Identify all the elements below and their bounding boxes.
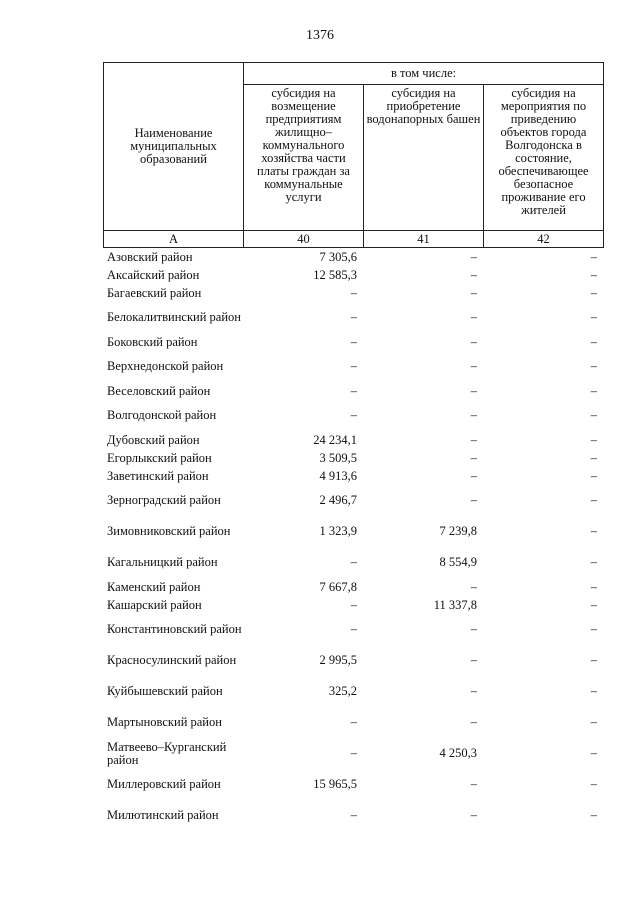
row-value-42: –: [590, 715, 597, 730]
table-row: [103, 676, 603, 707]
header-num-40: 40: [244, 231, 364, 248]
header-col-41: субсидия на приобретение водонапорных башен: [364, 85, 484, 231]
row-value-40: 325,2: [328, 684, 357, 699]
row-value-41: –: [470, 408, 477, 423]
row-value-41: –: [470, 432, 477, 447]
row-value-41: –: [470, 285, 477, 300]
row-name: Егорлыкский район: [107, 450, 212, 465]
table-row: [103, 302, 603, 333]
page-number: 1376: [306, 28, 334, 43]
row-value-41: 7 239,8: [439, 524, 477, 539]
row-value-40: 7 305,6: [319, 249, 357, 264]
row-value-42: –: [590, 777, 597, 792]
table-row: [103, 614, 603, 645]
table-row: [103, 800, 603, 831]
table-row: [103, 382, 603, 400]
row-value-42: –: [590, 432, 597, 447]
table-row: [103, 596, 603, 614]
row-value-40: –: [350, 555, 357, 570]
row-value-42: –: [590, 359, 597, 374]
row-value-42: –: [590, 450, 597, 465]
row-value-40: 1 323,9: [319, 524, 357, 539]
row-value-40: –: [350, 597, 357, 612]
row-value-41: –: [470, 267, 477, 282]
row-value-41: –: [470, 383, 477, 398]
row-value-41: –: [470, 249, 477, 264]
row-value-40: 2 496,7: [319, 493, 357, 508]
row-value-42: –: [590, 334, 597, 349]
row-value-42: –: [590, 808, 597, 823]
row-value-42: –: [590, 468, 597, 483]
row-value-41: –: [470, 777, 477, 792]
row-value-40: –: [350, 808, 357, 823]
table-row: [103, 645, 603, 676]
header-col-40: субсидия на возмещение предприятиям жилищно–коммунального хозяйства части платы граждан за коммунальные услуги: [244, 85, 364, 231]
row-value-41: –: [470, 622, 477, 637]
row-value-41: –: [470, 310, 477, 325]
table-row: [103, 248, 603, 266]
row-value-42: –: [590, 746, 597, 761]
row-value-40: 3 509,5: [319, 450, 357, 465]
row-value-40: 15 965,5: [313, 777, 357, 792]
row-name: Красносулинский район: [107, 653, 237, 668]
table-row: [103, 738, 603, 769]
row-name: Зимовниковский район: [107, 524, 231, 539]
row-name: Верхнедонской район: [107, 359, 224, 374]
row-value-40: 12 585,3: [313, 267, 357, 282]
row-value-42: –: [590, 249, 597, 264]
table-row: [103, 547, 603, 578]
row-name: Константиновский район: [107, 622, 242, 637]
row-value-42: –: [590, 408, 597, 423]
row-value-42: –: [590, 493, 597, 508]
row-value-41: –: [470, 684, 477, 699]
table-row: [103, 467, 603, 485]
row-value-40: –: [350, 334, 357, 349]
table-row: [103, 400, 603, 431]
header-num-41: 41: [364, 231, 484, 248]
row-value-42: –: [590, 285, 597, 300]
row-value-40: 2 995,5: [319, 653, 357, 668]
row-value-41: –: [470, 334, 477, 349]
row-value-41: 4 250,3: [439, 746, 477, 761]
row-value-40: –: [350, 715, 357, 730]
table-row: [103, 578, 603, 596]
row-name: Каменский район: [107, 579, 201, 594]
row-name: Куйбышевский район: [107, 684, 223, 699]
row-name: Зерноградский район: [107, 493, 221, 508]
table-body: [103, 248, 603, 831]
row-name: Аксайский район: [107, 267, 200, 282]
header-num-42: 42: [484, 231, 604, 248]
row-value-42: –: [590, 555, 597, 570]
row-value-41: 11 337,8: [433, 597, 477, 612]
row-value-41: –: [470, 653, 477, 668]
row-value-41: –: [470, 450, 477, 465]
row-value-41: –: [470, 579, 477, 594]
row-value-42: –: [590, 597, 597, 612]
row-value-41: 8 554,9: [439, 555, 477, 570]
row-value-41: –: [470, 715, 477, 730]
row-name: Багаевский район: [107, 285, 202, 300]
row-name: Белокалитвинский район: [107, 310, 241, 325]
row-value-42: –: [590, 310, 597, 325]
row-name: Милютинский район: [107, 808, 219, 823]
row-value-40: –: [350, 408, 357, 423]
row-value-40: –: [350, 622, 357, 637]
header-municipality: Наименование муниципальных образований: [104, 63, 244, 231]
row-name: Кашарский район: [107, 597, 202, 612]
table-row: [103, 333, 603, 351]
table-row: [103, 284, 603, 302]
row-value-40: –: [350, 310, 357, 325]
table-header: [103, 62, 604, 248]
row-value-42: –: [590, 383, 597, 398]
table-row: [103, 707, 603, 738]
row-value-41: –: [470, 359, 477, 374]
row-value-42: –: [590, 684, 597, 699]
row-value-40: –: [350, 285, 357, 300]
row-value-40: –: [350, 383, 357, 398]
row-value-40: –: [350, 359, 357, 374]
header-num-a: А: [104, 231, 244, 248]
row-value-41: –: [470, 468, 477, 483]
row-name: Боковский район: [107, 334, 198, 349]
table-row: [103, 431, 603, 449]
row-name: Мартыновский район: [107, 715, 222, 730]
row-value-42: –: [590, 267, 597, 282]
table-row: [103, 351, 603, 382]
row-name: Кагальницкий район: [107, 555, 218, 570]
row-value-40: 24 234,1: [313, 432, 357, 447]
row-name: Дубовский район: [107, 432, 200, 447]
row-value-42: –: [590, 622, 597, 637]
table-row: [103, 485, 603, 516]
table-row: [103, 516, 603, 547]
table-row: [103, 449, 603, 467]
row-name: Миллеровский район: [107, 777, 221, 792]
table-row: [103, 266, 603, 284]
row-value-40: –: [350, 746, 357, 761]
row-name: Матвеево–Курганский район: [107, 740, 227, 767]
row-value-40: 4 913,6: [319, 468, 357, 483]
row-value-40: 7 667,8: [319, 579, 357, 594]
table-row: [103, 769, 603, 800]
row-value-42: –: [590, 579, 597, 594]
row-name: Волгодонской район: [107, 408, 217, 423]
header-group: в том числе:: [244, 63, 604, 85]
row-name: Азовский район: [107, 249, 193, 264]
row-value-41: –: [470, 808, 477, 823]
header-col-42: субсидия на мероприятия по приведению объектов города Волгодонска в состояние, обеспечивающее безопасное проживание его жителей: [484, 85, 604, 231]
row-value-42: –: [590, 524, 597, 539]
row-value-41: –: [470, 493, 477, 508]
row-value-42: –: [590, 653, 597, 668]
row-name: Веселовский район: [107, 383, 211, 398]
row-name: Заветинский район: [107, 468, 209, 483]
